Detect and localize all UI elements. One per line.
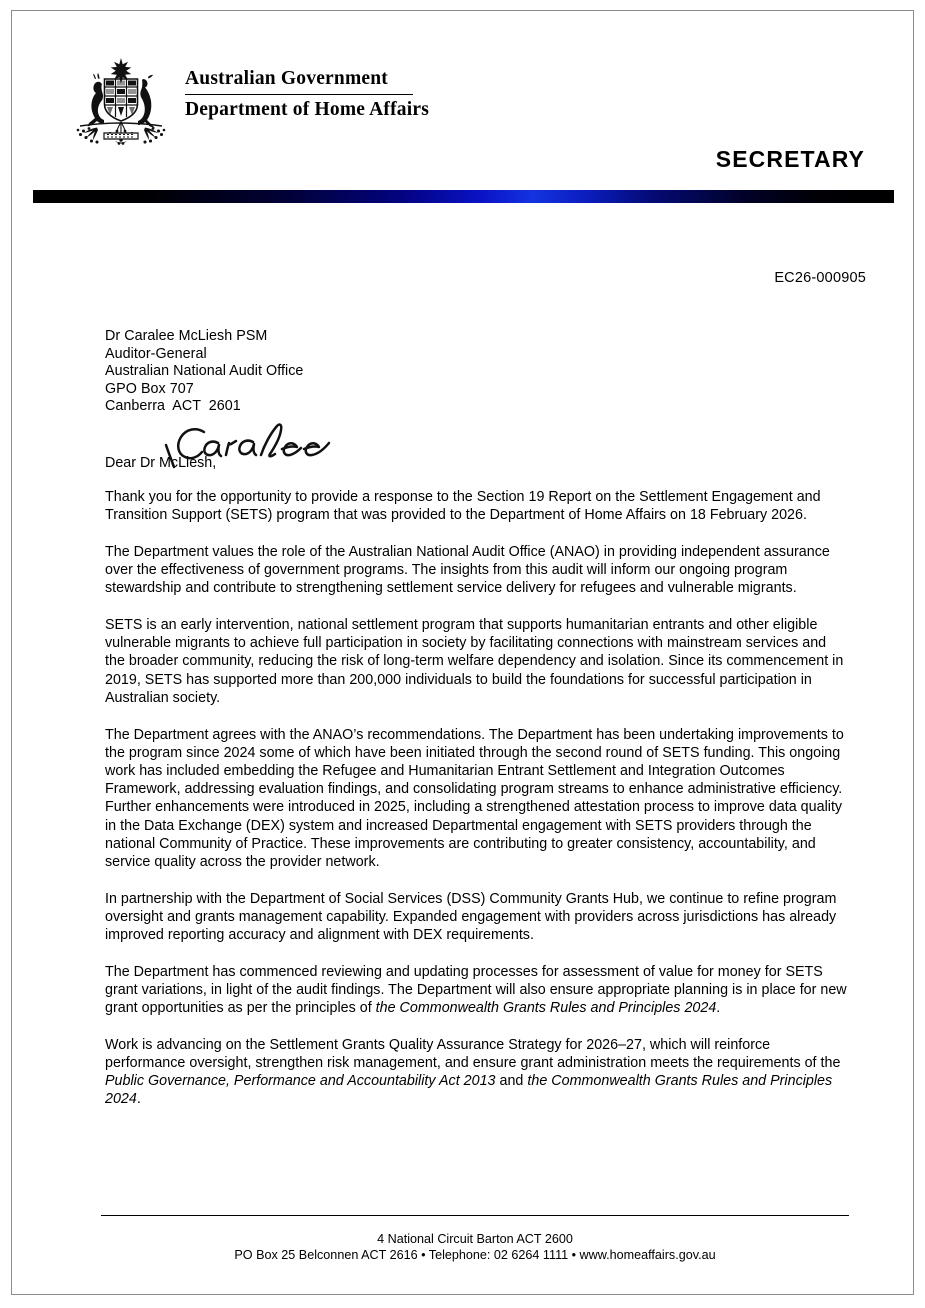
footer-divider	[101, 1215, 849, 1216]
office-title: SECRETARY	[715, 146, 865, 172]
address-line: Dr Caralee McLiesh PSM	[105, 328, 268, 344]
document-page	[11, 10, 914, 1295]
body-paragraph: In partnership with the Department of Social Services (DSS) Community Grants Hub, we continue to refine program oversight and grants management capability. Expanded engagement with providers across jurisdictions has already improved reporting accuracy and alignment with DEX requirements.	[105, 890, 837, 944]
footer-street-address: 4 National Circuit Barton ACT 2600	[377, 1232, 573, 1246]
recipient-address-block	[105, 328, 303, 416]
letterhead	[67, 56, 429, 148]
footer-contact-block	[101, 1231, 849, 1263]
address-line: GPO Box 707	[105, 380, 194, 397]
address-line: Australian National Audit Office	[105, 363, 304, 380]
address-line: Auditor-General	[105, 345, 207, 362]
government-wordmark	[185, 56, 429, 121]
wordmark-department-of-home-affairs: Department of Home Affairs	[185, 99, 430, 120]
body-paragraph: Thank you for the opportunity to provide a response to the Section 19 Report on the Settlement Engagement and Transition Support (SETS) program that was provided to the Department of Home Affairs on 18 February 2026.	[105, 489, 821, 524]
salutation-text: Dear Dr McLiesh,	[105, 455, 217, 471]
australian-coat-of-arms-icon	[67, 56, 175, 148]
letter-body	[105, 488, 847, 1127]
wordmark-australian-government: Australian Government	[185, 68, 388, 89]
body-paragraph: Work is advancing on the Settlement Grants Quality Assurance Strategy for 2026–27, which will reinforce performance oversight, strengthen risk management, and ensure grant administration meets the requirements of the Public Governance, Performance and Accountability Act 2013 and the Commonwealth Grants Rules and Principles 2024.	[105, 1036, 841, 1108]
body-paragraph: The Department agrees with the ANAO’s recommendations. The Department has been undertaking improvements to the program since 2024 some of which have been initiated through the second round of SETS funding. This ongoing work has included embedding the Refugee and Humanitarian Entrant Settlement and Integration Outcomes Framework, addressing evaluation findings, and consolidating program streams to enhance administrative efficiency. Further enhancements were introduced in 2025, including a strengthened attestation process to improve data quality in the Data Exchange (DEX) system and increased Departmental engagement with SETS providers through the national Community of Practice. These improvements are contributing to greater consistency, accountability, and service quality across the provider network.	[105, 726, 844, 870]
body-paragraph: The Department values the role of the Australian National Audit Office (ANAO) in providing independent assurance over the effectiveness of government programs. The insights from this audit will inform our ongoing program stewardship and contribute to strengthening settlement service delivery for refugees and vulnerable migrants.	[105, 543, 830, 597]
footer-postal-and-contact: PO Box 25 Belconnen ACT 2616 • Telephone: 02 6264 1111 • www.homeaffairs.gov.au	[234, 1248, 716, 1262]
brand-gradient-bar	[33, 190, 894, 203]
address-line: Canberra ACT 2601	[105, 398, 241, 415]
body-paragraph: SETS is an early intervention, national settlement program that supports humanitarian entrants and other eligible vulnerable migrants to achieve full participation in society by facilitating connections with mainstream services and the broader community, reducing the risk of long-term welfare dependency and isolation. Since its commencement in 2019, SETS has supported more than 200,000 individuals to build the foundations for successful participation in Australian society.	[105, 617, 844, 706]
reference-number: EC26-000905	[774, 270, 866, 286]
wordmark-divider	[185, 94, 413, 95]
body-paragraph: The Department has commenced reviewing and updating processes for assessment of value for money for SETS grant variations, in light of the audit findings. The Department will also ensure appropriate planning is in place for new grant opportunities as per the principles of the Commonwealth Grants Rules and Principles 2024.	[105, 963, 847, 1017]
